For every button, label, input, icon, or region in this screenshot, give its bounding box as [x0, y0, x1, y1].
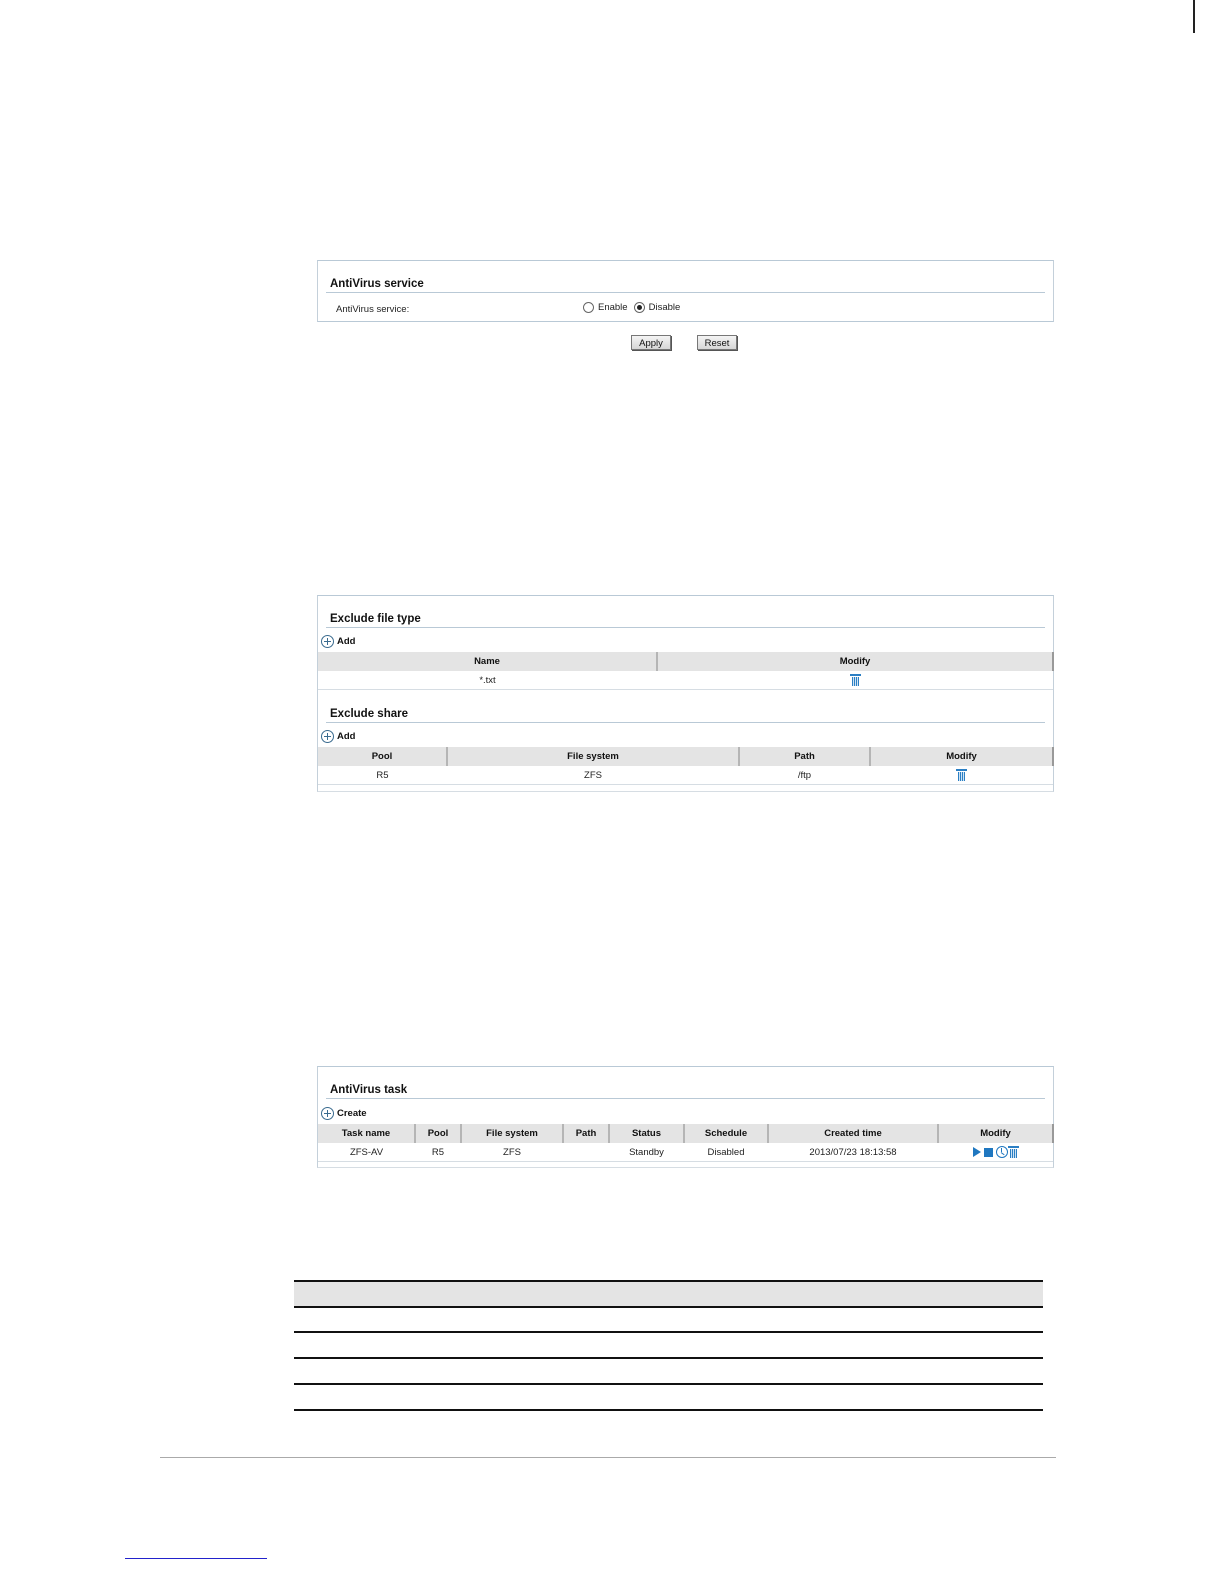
table-header-row	[318, 747, 1053, 766]
add-circle-icon	[321, 635, 334, 648]
add-file-type-button[interactable]	[321, 635, 355, 648]
enable-radio-label[interactable]: Enable	[598, 302, 628, 313]
create-task-button[interactable]	[321, 1107, 367, 1120]
antivirus-service-panel	[317, 260, 1054, 322]
task-created-time-cell: 2013/07/23 18:13:58	[768, 1143, 938, 1162]
disable-radio[interactable]	[634, 302, 645, 313]
file-type-modify-cell	[657, 671, 1053, 690]
exclude-file-type-title: Exclude file type	[330, 613, 421, 625]
trash-icon[interactable]	[851, 674, 860, 686]
table-header-band	[294, 1282, 1043, 1306]
add-share-button[interactable]	[321, 730, 355, 743]
clock-icon[interactable]	[996, 1146, 1008, 1158]
column-header-created-time[interactable]: Created time	[768, 1124, 938, 1143]
table-rule	[294, 1331, 1043, 1333]
table-header-row	[318, 1124, 1053, 1143]
reset-button[interactable]: Reset	[697, 335, 737, 350]
share-path-cell: /ftp	[739, 766, 870, 785]
title-divider	[326, 1098, 1045, 1099]
antivirus-task-title: AntiVirus task	[330, 1084, 408, 1096]
column-header-name[interactable]: Name	[318, 652, 657, 671]
title-divider	[326, 627, 1045, 628]
title-divider	[326, 722, 1045, 723]
share-pool-cell: R5	[318, 766, 447, 785]
stop-icon[interactable]	[984, 1148, 993, 1157]
apply-button[interactable]: Apply	[631, 335, 671, 350]
exclude-share-table	[318, 747, 1054, 785]
play-icon[interactable]	[973, 1147, 981, 1157]
column-header-path[interactable]: Path	[739, 747, 870, 766]
column-header-modify[interactable]: Modify	[938, 1124, 1053, 1143]
antivirus-task-panel	[317, 1066, 1054, 1168]
title-divider	[326, 292, 1045, 293]
table-row[interactable]	[318, 766, 1053, 785]
column-header-schedule[interactable]: Schedule	[684, 1124, 768, 1143]
footer-divider	[160, 1457, 1056, 1458]
task-schedule-cell: Disabled	[684, 1143, 768, 1162]
column-header-status[interactable]: Status	[609, 1124, 684, 1143]
table-rule	[294, 1357, 1043, 1359]
exclude-panel	[317, 595, 1054, 792]
task-name-cell: ZFS-AV	[318, 1143, 415, 1162]
share-file-system-cell: ZFS	[447, 766, 739, 785]
antivirus-service-radio-group	[583, 302, 686, 313]
page-edge-rule	[1193, 0, 1195, 33]
exclude-file-type-table	[318, 652, 1054, 690]
create-task-label: Create	[337, 1108, 367, 1119]
enable-radio[interactable]	[583, 302, 594, 313]
column-header-path[interactable]: Path	[563, 1124, 609, 1143]
add-file-type-label: Add	[337, 636, 356, 647]
file-type-name-cell: *.txt	[318, 671, 657, 690]
column-header-pool[interactable]: Pool	[415, 1124, 461, 1143]
task-file-system-cell: ZFS	[461, 1143, 563, 1162]
table-bottom-rule	[294, 1409, 1043, 1411]
table-rule	[294, 1306, 1043, 1308]
column-header-task-name[interactable]: Task name	[318, 1124, 415, 1143]
trash-icon[interactable]	[1009, 1146, 1018, 1158]
add-circle-icon	[321, 730, 334, 743]
add-circle-icon	[321, 1107, 334, 1120]
share-modify-cell	[870, 766, 1053, 785]
table-row[interactable]	[318, 1143, 1053, 1162]
task-modify-cell	[938, 1143, 1053, 1162]
exclude-share-title: Exclude share	[330, 708, 408, 720]
antivirus-task-table	[318, 1124, 1054, 1162]
trash-icon[interactable]	[957, 769, 966, 781]
column-header-modify[interactable]: Modify	[870, 747, 1053, 766]
column-header-pool[interactable]: Pool	[318, 747, 447, 766]
add-share-label: Add	[337, 731, 356, 742]
column-header-file-system[interactable]: File system	[447, 747, 739, 766]
table-header-row	[318, 652, 1053, 671]
footer-link-underline[interactable]	[125, 1558, 267, 1559]
column-header-file-system[interactable]: File system	[461, 1124, 563, 1143]
antivirus-service-label: AntiVirus service:	[336, 304, 410, 315]
task-path-cell	[563, 1143, 609, 1162]
table-row[interactable]	[318, 671, 1053, 690]
task-pool-cell: R5	[415, 1143, 461, 1162]
task-status-cell: Standby	[609, 1143, 684, 1162]
antivirus-service-title: AntiVirus service	[330, 278, 424, 290]
table-rule	[294, 1383, 1043, 1385]
disable-radio-label[interactable]: Disable	[648, 302, 681, 313]
column-header-modify[interactable]: Modify	[657, 652, 1053, 671]
